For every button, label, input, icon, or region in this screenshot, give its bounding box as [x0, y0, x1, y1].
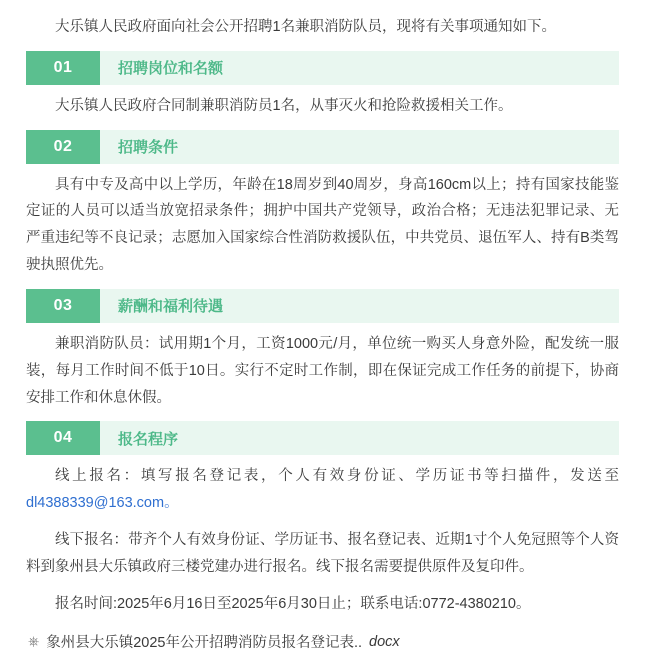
section-number-01: 01	[26, 51, 100, 85]
section-04-timeline: 报名时间:2025年6月16日至2025年6月30日止；联系电话:0772-4380210。	[55, 595, 531, 612]
section-01-paragraph: 大乐镇人民政府合同制兼职消防员1名，从事灭火和抢险救援相关工作。	[55, 97, 513, 114]
section-header-02	[26, 130, 619, 164]
section-number-03: 03	[26, 289, 100, 323]
paperclip-icon: ⎈	[28, 633, 40, 650]
section-title-01: 招聘岗位和名额	[100, 51, 619, 85]
section-03-paragraph: 兼职消防队员：试用期1个月，工资1000元/月，单位统一购买人身意外险，配发统一服装，每月工作时间不低于10日。实行不定时工作制，即在保证完成工作任务的前提下，协商安排工作和休息休假。	[26, 335, 619, 406]
attachment-item[interactable]	[26, 631, 619, 652]
section-02-paragraph: 具有中专及高中以上学历，年龄在18周岁到40周岁，身高160cm以上；持有国家技能鉴定证的人员可以适当放宽招录条件；拥护中国共产党领导，政治合格；无违法犯罪记录、无严重违纪等不良记录；志愿加入国家综合性消防救援队伍，中共党员、退伍军人、持有B类驾驶执照优先。	[26, 176, 619, 274]
section-04-offline-apply: 线下报名：带齐个人有效身份证、学历证书、报名登记表、近期1寸个人免冠照等个人资料到象州县大乐镇政府三楼党建办进行报名。线下报名需要提供原件及复印件。	[26, 531, 619, 575]
section-04-online-apply	[26, 463, 619, 517]
section-title-02: 招聘条件	[100, 130, 619, 164]
apply-email-link[interactable]: dl4388339@163.com。	[26, 495, 179, 512]
section-header-01	[26, 51, 619, 85]
intro-paragraph: 大乐镇人民政府面向社会公开招聘1名兼职消防队员，现将有关事项通知如下。	[55, 19, 557, 35]
section-number-04: 04	[26, 421, 100, 455]
section-header-04	[26, 421, 619, 455]
attachment-extension: docx	[369, 633, 400, 650]
section-title-03: 薪酬和福利待遇	[100, 289, 619, 323]
section-number-02: 02	[26, 130, 100, 164]
section-title-04: 报名程序	[100, 421, 619, 455]
online-apply-text: 线上报名：填写报名登记表，个人有效身份证、学历证书等扫描件，发送至	[55, 468, 619, 485]
section-header-03	[26, 289, 619, 323]
attachment-name: 象州县大乐镇2025年公开招聘消防员报名登记表..	[46, 635, 363, 652]
